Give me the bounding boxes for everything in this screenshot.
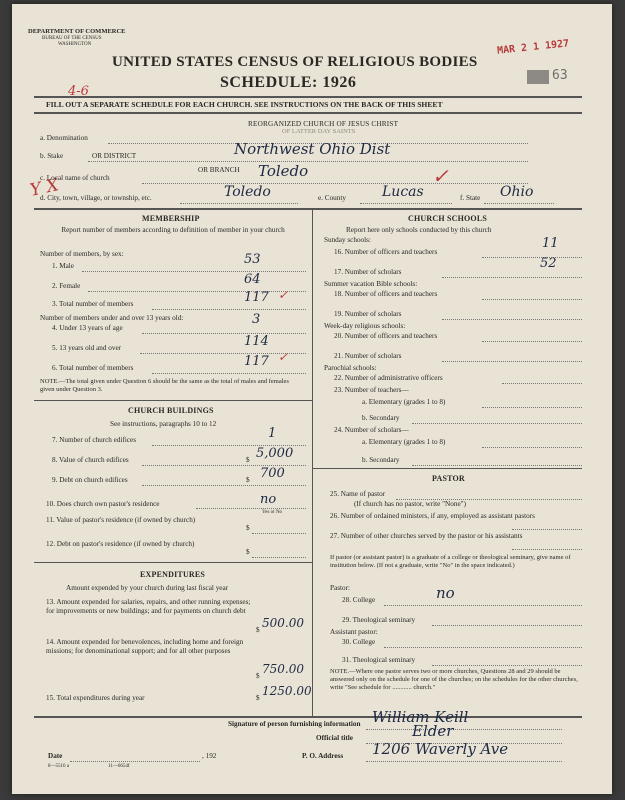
city-label: WASHINGTON [58, 42, 92, 47]
signature-value: William Keill [372, 708, 469, 726]
city-value: Toledo [224, 184, 271, 200]
graduate-instruction: If pastor (or assistant pastor) is a graduate of a college or theological seminary, give name of institution below. (If not a graduate, write "No" in the space indicated.) [330, 554, 571, 569]
stake-value: Northwest Ohio Dist [234, 140, 391, 158]
expenditures-heading: EXPENDITURES [140, 570, 206, 579]
q3-value: 117 [244, 290, 269, 305]
date-year: , 192 [202, 752, 217, 760]
q7-value: 1 [268, 426, 277, 441]
q15-value: 1250.00 [262, 684, 312, 698]
stamp-block [527, 70, 549, 84]
po-address-value: 1206 Waverly Ave [372, 740, 509, 758]
membership-note: NOTE.—The total given under Question 6 should be the same as the total of males and females given under Question 3. [40, 378, 289, 393]
q9-dollar: $ [246, 476, 250, 484]
county-value: Lucas [382, 184, 424, 200]
q17-label: 17. Number of scholars [334, 268, 402, 276]
state-label: f. State [460, 194, 481, 202]
q2-value: 64 [244, 272, 261, 287]
expenditures-intro: Amount expended by your church during last fiscal year [66, 584, 229, 592]
pastor-label: Pastor: [330, 584, 350, 592]
members-by-age-label: Number of members under and over 13 years old: [40, 314, 184, 322]
department-label: DEPARTMENT OF COMMERCE [28, 28, 126, 35]
official-title-value: Elder [412, 722, 454, 740]
q7-label: 7. Number of church edifices [52, 436, 137, 444]
schedule-number-stamp: 63 [552, 68, 568, 83]
q15-dollar: $ [256, 694, 260, 702]
q30-label: 30. College [342, 638, 376, 646]
q19-label: 19. Number of scholars [334, 310, 402, 318]
q5-value: 114 [244, 334, 269, 349]
q25-note: (If church has no pastor, write "None") [354, 500, 466, 508]
q13-value: 500.00 [262, 616, 304, 630]
q12-label: 12. Debt on pastor's residence (if owned by church) [46, 540, 195, 548]
margin-note: 4-6 [68, 84, 89, 99]
county-check-mark: ✓ [432, 164, 449, 188]
q26-label: 26. Number of ordained ministers, if any, employed as assistant pastors [330, 512, 535, 520]
buildings-intro: See instructions, paragraphs 10 to 12 [110, 420, 217, 428]
q14-label: 14. Amount expended for benevolences, including home and foreign missions; for denominational support; and for all other purposes [46, 638, 244, 655]
print-number: 11—6654f [108, 764, 130, 769]
q14-dollar: $ [256, 672, 260, 680]
q8-value: 5,000 [256, 446, 294, 461]
separate-schedule-instruction: FILL OUT A SEPARATE SCHEDULE FOR EACH CHURCH. SEE INSTRUCTIONS ON THE BACK OF THIS SHEET [46, 100, 443, 109]
q15-label: 15. Total expenditures during year [46, 694, 145, 702]
q24a-label: a. Elementary (grades 1 to 8) [362, 438, 446, 446]
q5-label: 5. 13 years old and over [52, 344, 122, 352]
assistant-pastor-label: Assistant pastor: [330, 628, 378, 636]
q8-label: 8. Value of church edifices [52, 456, 129, 464]
buildings-heading: CHURCH BUILDINGS [128, 406, 214, 415]
summer-schools-label: Summer vacation Bible schools: [324, 280, 418, 288]
q6-value: 117 [244, 354, 269, 369]
q18-label: 18. Number of officers and teachers [334, 290, 438, 298]
q8-dollar: $ [246, 456, 250, 464]
q1-value: 53 [244, 252, 261, 267]
po-address-label: P. O. Address [302, 752, 344, 760]
stake-label: b. Stake [40, 152, 64, 160]
schedule-title: SCHEDULE: 1926 [220, 74, 357, 91]
yes-no-hint: Yes or No [262, 510, 283, 515]
q6-check-mark: ✓ [278, 350, 289, 364]
form-number: 8—5516 a [48, 764, 69, 769]
q27-label: 27. Number of other churches served by the pastor or his assistants [330, 532, 523, 540]
denomination-printed: REORGANIZED CHURCH OF JESUS CHRIST [248, 120, 399, 128]
denomination-printed-line2: OF LATTER DAY SAINTS [282, 128, 356, 135]
q23a-label: a. Elementary (grades 1 to 8) [362, 398, 446, 406]
q10-label: 10. Does church own pastor's residence [46, 500, 160, 508]
q1-label: 1. Male [52, 262, 74, 270]
q23-label: 23. Number of teachers— [334, 386, 409, 394]
q29-label: 29. Theological seminary [342, 616, 416, 624]
bureau-label: BUREAU OF THE CENSUS [42, 36, 102, 41]
pastor-heading: PASTOR [432, 474, 465, 483]
q20-label: 20. Number of officers and teachers [334, 332, 438, 340]
signature-label: Signature of person furnishing information [228, 720, 361, 728]
q10-value: no [260, 492, 277, 507]
branch-printed: OR BRANCH [198, 166, 240, 174]
margin-check-marks: Y X [28, 175, 61, 201]
membership-heading: MEMBERSHIP [142, 214, 200, 223]
q17-value: 52 [540, 256, 557, 271]
received-date-stamp: MAR 2 1 1927 [496, 38, 570, 57]
q2-label: 2. Female [52, 282, 81, 290]
state-value: Ohio [500, 184, 534, 200]
stake-printed: OR DISTRICT [92, 152, 137, 160]
q28-value: no [436, 584, 455, 602]
q23b-label: b. Secondary [362, 414, 400, 422]
q12-dollar: $ [246, 548, 250, 556]
q21-label: 21. Number of scholars [334, 352, 402, 360]
q31-label: 31. Theological seminary [342, 656, 416, 664]
sunday-schools-label: Sunday schools: [324, 236, 371, 244]
q4-label: 4. Under 13 years of age [52, 324, 123, 332]
city-field-label: d. City, town, village, or township, etc. [40, 194, 152, 202]
q24-label: 24. Number of scholars— [334, 426, 409, 434]
pastor-note: NOTE.—Where one pastor serves two or more churches, Questions 28 and 29 should be answered only on the schedule for one of the churches; on the schedules for the other churches, write "See schedule for ............ church." [330, 668, 578, 691]
members-by-sex-label: Number of members, by sex: [40, 250, 124, 258]
q22-label: 22. Number of administrative officers [334, 374, 443, 382]
schools-intro: Report here only schools conducted by this church [346, 226, 492, 234]
weekday-schools-label: Week-day religious schools: [324, 322, 406, 330]
q9-label: 9. Debt on church edifices [52, 476, 128, 484]
q14-value: 750.00 [262, 662, 304, 676]
denomination-label: a. Denomination [40, 134, 88, 142]
q11-dollar: $ [246, 524, 250, 532]
county-label: e. County [318, 194, 346, 202]
q28-label: 28. College [342, 596, 376, 604]
church-name-label: c. Local name of church [40, 174, 110, 182]
date-label: Date [48, 752, 63, 760]
q24b-label: b. Secondary [362, 456, 400, 464]
membership-intro: Report number of members according to definition of member in your church [61, 226, 285, 234]
q4-value: 3 [252, 312, 261, 327]
official-title-label: Official title [316, 734, 353, 742]
q25-label: 25. Name of pastor [330, 490, 386, 498]
q3-check-mark: ✓ [278, 288, 289, 302]
q16-value: 11 [542, 236, 559, 251]
parochial-schools-label: Parochial schools: [324, 364, 377, 372]
q9-value: 700 [260, 466, 285, 481]
schools-heading: CHURCH SCHOOLS [408, 214, 488, 223]
q11-label: 11. Value of pastor's residence (if owned by church) [46, 516, 196, 524]
census-schedule-sheet [12, 4, 612, 794]
q13-label: 13. Amount expended for salaries, repairs, and other running expenses; for improvements or new buildings; and for payments on church debt [46, 598, 251, 615]
church-name-value: Toledo [258, 162, 309, 180]
q6-label: 6. Total number of members [52, 364, 134, 372]
q3-label: 3. Total number of members [52, 300, 134, 308]
form-title: UNITED STATES CENSUS OF RELIGIOUS BODIES [112, 54, 478, 70]
q13-dollar: $ [256, 626, 260, 634]
q16-label: 16. Number of officers and teachers [334, 248, 438, 256]
